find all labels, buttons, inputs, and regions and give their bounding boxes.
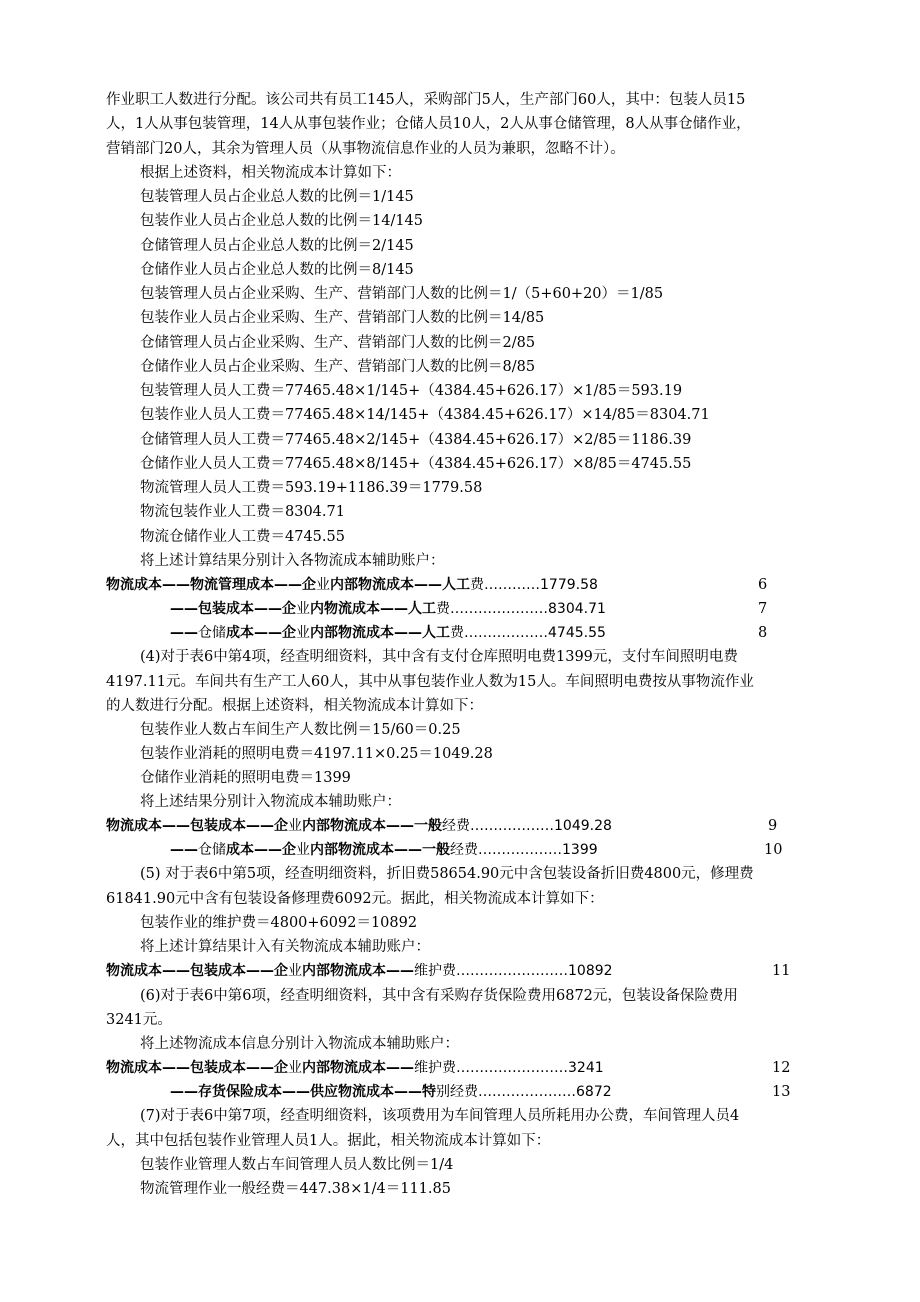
- ledger-entry: [0, 838, 920, 862]
- calc-line: [140, 1177, 920, 1201]
- calc-line: [140, 355, 920, 379]
- text: 包装作业管理人数占车间管理人员人数比例＝1/4: [140, 1157, 454, 1173]
- calc-line: [140, 306, 920, 330]
- calc-line: [140, 525, 920, 549]
- text: 物流管理作业一般经费＝447.38×1/4＝111.85: [140, 1181, 451, 1197]
- text: 物流管理人员人工费＝593.19+1186.39＝1779.58: [140, 480, 483, 496]
- para-line: [106, 137, 920, 161]
- para-line: [106, 694, 920, 718]
- text: 仓储管理人员占企业采购、生产、营销部门人数的比例＝2/85: [140, 335, 536, 351]
- text: 将上述计算结果计入有关物流成本辅助账户：: [140, 939, 430, 955]
- calc-line: [140, 258, 920, 282]
- calc-line: [140, 476, 920, 500]
- text: 仓储管理人员人工费＝77465.48×2/145+（4384.45+626.17）×2/85＝1186.39: [140, 432, 692, 448]
- calc-line: [140, 282, 920, 306]
- para-line: [140, 1032, 920, 1056]
- entry-account: ——存货保险成本——供应物流成本——特别经费…………………6872: [170, 1084, 612, 1100]
- para-line: [140, 790, 920, 814]
- ledger-entry: [0, 1056, 920, 1080]
- text: 包装管理人员占企业总人数的比例＝1/145: [140, 189, 414, 205]
- entry-number: 6: [758, 577, 768, 593]
- text: 营销部门20人，其余为管理人员（从事物流信息作业的人员为兼职，忽略不计）。: [106, 141, 625, 157]
- text: 仓储作业消耗的照明电费＝1399: [140, 770, 351, 786]
- text: 物流仓储作业人工费＝4745.55: [140, 529, 345, 545]
- calc-line: [140, 500, 920, 524]
- entry-account: ——仓储成本——企业内部物流成本——人工费………………4745.55: [170, 625, 606, 641]
- para-line: [140, 549, 920, 573]
- entry-number: 11: [772, 963, 791, 979]
- calc-line: [140, 452, 920, 476]
- calc-line: [140, 379, 920, 403]
- text: (6)对于表6中第6项，经查明细资料，其中含有采购存货保险费用6872元，包装设备保险费用: [140, 988, 738, 1004]
- entry-number: 12: [772, 1060, 791, 1076]
- text: 仓储作业人员占企业总人数的比例＝8/145: [140, 262, 414, 278]
- entry-number: 13: [772, 1084, 791, 1100]
- entry-number: 8: [758, 625, 768, 641]
- ledger-entry: [0, 1080, 920, 1104]
- text: 的人数进行分配。根据上述资料，相关物流成本计算如下：: [106, 698, 483, 714]
- calc-line: [140, 428, 920, 452]
- calc-line: [140, 185, 920, 209]
- entry-account: 物流成本——包装成本——企业内部物流成本——一般经费………………1049.28: [106, 818, 612, 834]
- text: 人，其中包括包装作业管理人员1人。据此，相关物流成本计算如下：: [106, 1133, 551, 1149]
- ledger-entry: [0, 621, 920, 645]
- para-line: [140, 645, 920, 669]
- text: 物流包装作业人工费＝8304.71: [140, 504, 345, 520]
- text: 仓储作业人员人工费＝77465.48×8/145+（4384.45+626.17）×8/85＝4745.55: [140, 456, 692, 472]
- entry-number: 9: [768, 818, 778, 834]
- text: 包装管理人员占企业采购、生产、营销部门人数的比例＝1/（5+60+20）＝1/85: [140, 286, 664, 302]
- text: 将上述计算结果分别计入各物流成本辅助账户：: [140, 553, 445, 569]
- calc-line: [140, 718, 920, 742]
- text: 将上述结果分别计入物流成本辅助账户：: [140, 794, 401, 810]
- text: 3241元。: [106, 1012, 172, 1028]
- para-line: [106, 112, 920, 136]
- calc-line: [140, 209, 920, 233]
- text: 将上述物流成本信息分别计入物流成本辅助账户：: [140, 1036, 459, 1052]
- text: 包装管理人员人工费＝77465.48×1/145+（4384.45+626.17）×1/85＝593.19: [140, 383, 683, 399]
- calc-line: [140, 403, 920, 427]
- entry-account: ——仓储成本——企业内部物流成本——一般经费………………1399: [170, 842, 598, 858]
- para-line: [106, 670, 920, 694]
- text: 包装作业的维护费＝4800+6092＝10892: [140, 915, 418, 931]
- text: 包装作业人员人工费＝77465.48×14/145+（4384.45+626.17）×14/85＝8304.71: [140, 407, 710, 423]
- text: 作业职工人数进行分配。该公司共有员工145人，采购部门5人，生产部门60人，其中：包装人员15: [106, 92, 746, 108]
- ledger-entry: [0, 597, 920, 621]
- text: 4197.11元。车间共有生产工人60人，其中从事包装作业人数为15人。车间照明电费按从事物流作业: [106, 674, 754, 690]
- calc-line: [140, 766, 920, 790]
- text: 包装作业人数占车间生产人数比例＝15/60＝0.25: [140, 722, 461, 738]
- text: 根据上述资料，相关物流成本计算如下：: [140, 165, 401, 181]
- para-line: [140, 935, 920, 959]
- ledger-entry: [0, 573, 920, 597]
- entry-account: 物流成本——物流管理成本——企业内部物流成本——人工费…………1779.58: [106, 577, 598, 593]
- text: 人，1人从事包装管理，14人从事包装作业；仓储人员10人，2人从事仓储管理，8人从事仓储作业，: [106, 116, 751, 132]
- entry-account: 物流成本——包装成本——企业内部物流成本——维护费……………………10892: [106, 963, 613, 979]
- text: 包装作业人员占企业总人数的比例＝14/145: [140, 213, 424, 229]
- entry-account: 物流成本——包装成本——企业内部物流成本——维护费……………………3241: [106, 1060, 604, 1076]
- para-line: [140, 1104, 920, 1128]
- entry-number: 7: [758, 601, 768, 617]
- ledger-entry: [0, 814, 920, 838]
- text: 仓储管理人员占企业总人数的比例＝2/145: [140, 238, 414, 254]
- text: (5) 对于表6中第5项，经查明细资料，折旧费58654.90元中含包装设备折旧费4800元，修理费: [140, 866, 754, 882]
- para-line: [106, 1129, 920, 1153]
- para-line: [140, 862, 920, 886]
- calc-line: [140, 911, 920, 935]
- calc-line: [140, 1153, 920, 1177]
- para-line: [140, 984, 920, 1008]
- calc-line: [140, 234, 920, 258]
- para-line: [140, 161, 920, 185]
- calc-line: [140, 331, 920, 355]
- text: (7)对于表6中第7项，经查明细资料，该项费用为车间管理人员所耗用办公费，车间管理人员4: [140, 1108, 740, 1124]
- text: 仓储作业人员占企业采购、生产、营销部门人数的比例＝8/85: [140, 359, 536, 375]
- para-line: [106, 887, 920, 911]
- para-line: [106, 88, 920, 112]
- entry-number: 10: [764, 842, 783, 858]
- text: (4)对于表6中第4项，经查明细资料，其中含有支付仓库照明电费1399元，支付车间照明电费: [140, 649, 738, 665]
- entry-account: ——包装成本——企业内物流成本——人工费…………………8304.71: [170, 601, 606, 617]
- ledger-entry: [0, 959, 920, 983]
- text: 包装作业消耗的照明电费＝4197.11×0.25＝1049.28: [140, 746, 493, 762]
- para-line: [106, 1008, 920, 1032]
- text: 61841.90元中含有包装设备修理费6092元。据此，相关物流成本计算如下：: [106, 891, 604, 907]
- calc-line: [140, 742, 920, 766]
- text: 包装作业人员占企业采购、生产、营销部门人数的比例＝14/85: [140, 310, 545, 326]
